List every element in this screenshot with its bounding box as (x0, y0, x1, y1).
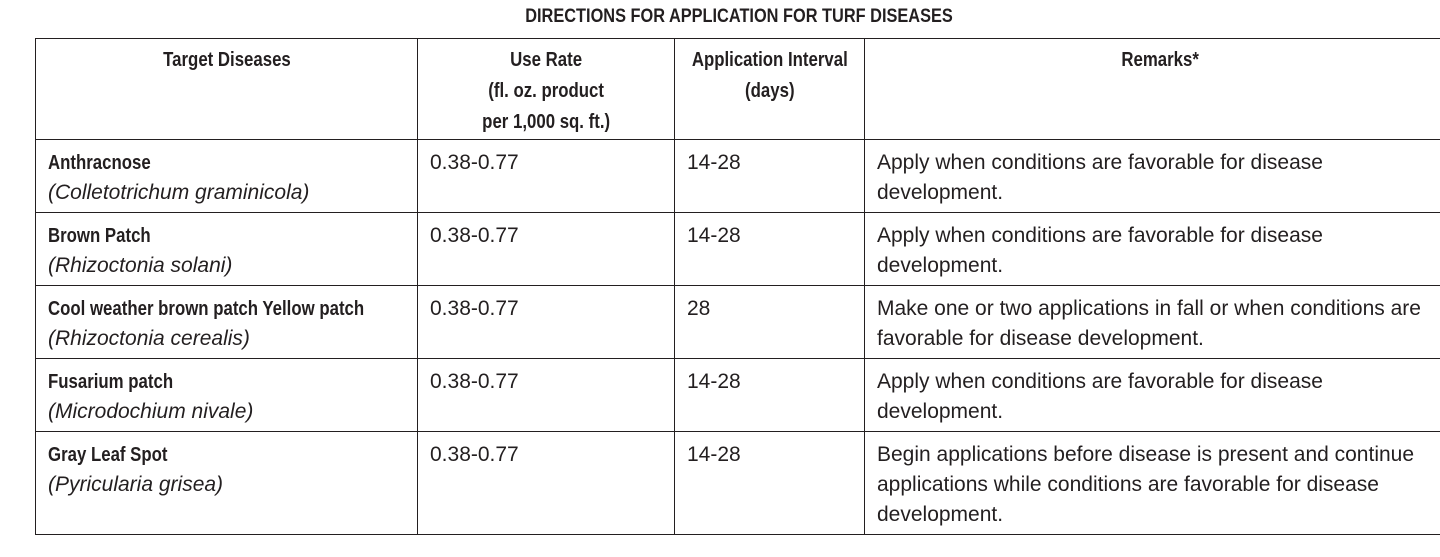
disease-cell (36, 213, 418, 286)
disease-cell (36, 286, 418, 359)
disease-scientific-name: (Rhizoctonia solani) (48, 254, 233, 277)
turf-disease-table (35, 38, 1440, 535)
table-row (36, 432, 1440, 535)
use-rate-cell: 0.38-0.77 (418, 140, 675, 213)
table-title: DIRECTIONS FOR APPLICATION FOR TURF DISEASES (525, 6, 953, 27)
interval-cell: 28 (675, 286, 865, 359)
disease-common-name: Gray Leaf Spot (48, 444, 168, 466)
table-row (36, 286, 1440, 359)
interval-cell: 14-28 (675, 359, 865, 432)
table-row (36, 359, 1440, 432)
use-rate-cell: 0.38-0.77 (418, 359, 675, 432)
header-row (36, 39, 1440, 140)
header-remarks-label: Remarks* (1121, 49, 1199, 71)
use-rate-cell: 0.38-0.77 (418, 213, 675, 286)
disease-common-name: Fusarium patch (48, 371, 174, 393)
remarks-cell: Apply when conditions are favorable for disease development. (865, 359, 1440, 432)
use-rate-cell: 0.38-0.77 (418, 432, 675, 535)
header-use-rate (418, 39, 675, 140)
disease-scientific-name: (Pyricularia grisea) (48, 473, 224, 496)
header-application-interval (675, 39, 865, 140)
interval-cell: 14-28 (675, 432, 865, 535)
remarks-cell: Apply when conditions are favorable for disease development. (865, 213, 1440, 286)
disease-scientific-name: (Colletotrichum graminicola) (48, 181, 310, 204)
disease-scientific-name: (Rhizoctonia cerealis) (48, 327, 250, 350)
header-rate-line3: per 1,000 sq. ft.) (482, 111, 610, 133)
disease-common-name: Brown Patch (48, 225, 151, 247)
header-rate-line1: Use Rate (510, 49, 582, 71)
table-row (36, 213, 1440, 286)
interval-cell: 14-28 (675, 213, 865, 286)
use-rate-cell: 0.38-0.77 (418, 286, 675, 359)
disease-scientific-name: (Microdochium nivale) (48, 400, 254, 423)
table-row (36, 140, 1440, 213)
disease-cell (36, 359, 418, 432)
remarks-cell: Apply when conditions are favorable for disease development. (865, 140, 1440, 213)
disease-cell (36, 432, 418, 535)
header-rate-line2: (fl. oz. product (488, 80, 604, 102)
header-interval-line1: Application Interval (691, 49, 848, 71)
disease-cell (36, 140, 418, 213)
header-target-diseases (36, 39, 418, 140)
disease-common-name: Cool weather brown patch Yellow patch (48, 298, 365, 320)
disease-common-name: Anthracnose (48, 152, 151, 174)
remarks-cell: Begin applications before disease is present and continue applications while conditions are favorable for disease development. (865, 432, 1440, 535)
header-target-label: Target Diseases (162, 49, 291, 71)
header-interval-line2: (days) (744, 80, 795, 102)
interval-cell: 14-28 (675, 140, 865, 213)
header-remarks (865, 39, 1440, 140)
remarks-cell: Make one or two applications in fall or when conditions are favorable for disease development. (865, 286, 1440, 359)
